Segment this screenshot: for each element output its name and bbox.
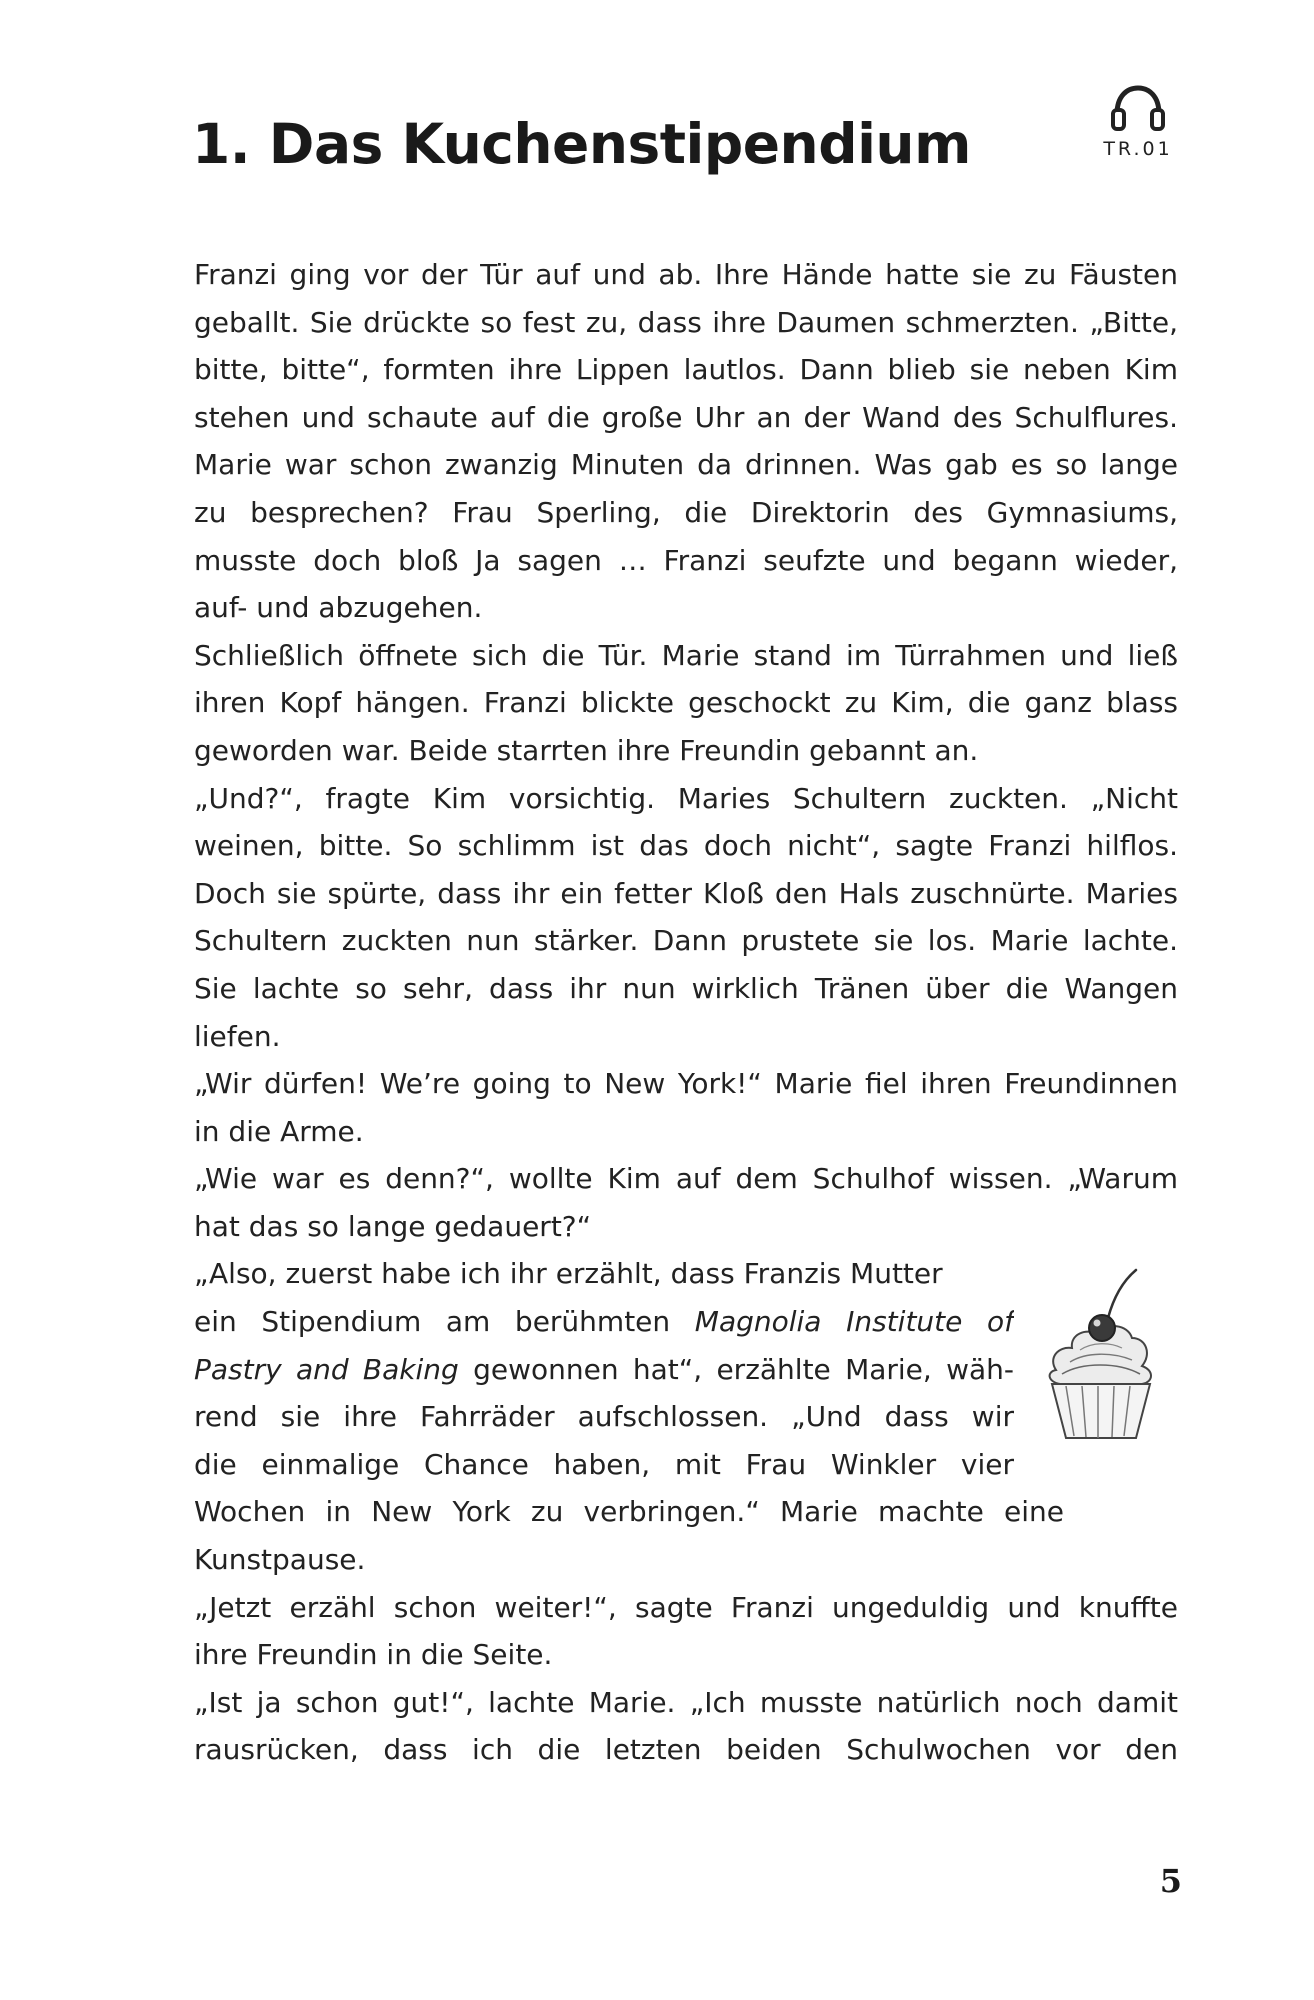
audio-track-marker <box>1098 84 1178 160</box>
headphones-icon <box>1109 84 1167 132</box>
text-line: hat das so lange gedauert?“ <box>194 1209 592 1243</box>
text-line: Sie lachte so sehr, dass ihr nun wirklich Tränen über die Wangen <box>194 971 1178 1005</box>
text-line: rend sie ihre Fahrräder aufschlossen. „Und dass wir <box>194 1400 1014 1434</box>
text-line: die einmalige Chance haben, mit Frau Winkler vier <box>194 1447 1014 1481</box>
text-line: „Ist ja schon gut!“, lachte Marie. „Ich musste natürlich noch damit <box>194 1685 1178 1719</box>
text-line: in die Arme. <box>194 1114 364 1148</box>
text-line: Kunstpause. <box>194 1543 366 1577</box>
text-line: stehen und schaute auf die große Uhr an der Wand des Schulflures. <box>194 400 1178 434</box>
text-line: geballt. Sie drückte so fest zu, dass ihre Daumen schmerzten. „Bitte, <box>194 305 1178 339</box>
text-line: liefen. <box>194 1019 281 1053</box>
text-line: Schließlich öffnete sich die Tür. Marie stand im Türrahmen und ließ <box>194 638 1178 672</box>
text-line: „Jetzt erzähl schon weiter!“, sagte Franzi ungeduldig und knuffte <box>194 1590 1178 1624</box>
text-span: ein Stipendium am berühmten <box>194 1305 695 1339</box>
text-span: gewonnen hat“, erzählte Marie, wäh- <box>458 1352 1014 1386</box>
text-line: musste doch bloß Ja sagen … Franzi seufzte und begann wieder, <box>194 543 1178 577</box>
chapter-title: 1. Das Kuchenstipendium <box>192 112 971 176</box>
text-line: „Also, zuerst habe ich ihr erzählt, dass Franzis Mutter <box>194 1257 943 1291</box>
text-line <box>194 1346 1014 1394</box>
text-line: „Wir dürfen! We’re going to New York!“ Marie fiel ihren Freundinnen <box>194 1067 1178 1101</box>
institute-name-italic: Pastry and Baking <box>194 1352 459 1386</box>
text-line: Schultern zuckten nun stärker. Dann prustete sie los. Marie lachte. <box>194 924 1178 958</box>
cupcake-icon <box>1036 1262 1166 1444</box>
text-line: „Und?“, fragte Kim vorsichtig. Maries Schultern zuckten. „Nicht <box>194 781 1178 815</box>
text-line: bitte, bitte“, formten ihre Lippen lautlos. Dann blieb sie neben Kim <box>194 353 1178 387</box>
text-line: Doch sie spürte, dass ihr ein fetter Kloß den Hals zuschnürte. Maries <box>194 876 1178 910</box>
institute-name-italic: Magnolia Institute of <box>694 1305 1014 1339</box>
text-line: auf- und abzugehen. <box>194 591 483 625</box>
text-line: zu besprechen? Frau Sperling, die Direktorin des Gymnasiums, <box>194 495 1178 529</box>
text-line: Wochen in New York zu verbringen.“ Marie machte eine <box>194 1495 1064 1529</box>
text-line: ihren Kopf hängen. Franzi blickte geschockt zu Kim, die ganz blass <box>194 686 1178 720</box>
text-line: rausrücken, dass ich die letzten beiden Schulwochen vor den <box>194 1733 1178 1767</box>
chapter-body-text <box>194 251 1178 1774</box>
track-label: TR.01 <box>1103 138 1173 160</box>
text-line: weinen, bitte. So schlimm ist das doch nicht“, sagte Franzi hilflos. <box>194 829 1178 863</box>
text-line: „Wie war es denn?“, wollte Kim auf dem Schulhof wissen. „Warum <box>194 1162 1178 1196</box>
text-line <box>194 1298 1014 1346</box>
text-line: ihre Freundin in die Seite. <box>194 1638 553 1672</box>
text-line: geworden war. Beide starrten ihre Freundin gebannt an. <box>194 733 979 767</box>
text-line: Marie war schon zwanzig Minuten da drinnen. Was gab es so lange <box>194 448 1178 482</box>
text-line: Franzi ging vor der Tür auf und ab. Ihre Hände hatte sie zu Fäusten <box>194 258 1178 291</box>
page-number: 5 <box>1159 1862 1182 1900</box>
